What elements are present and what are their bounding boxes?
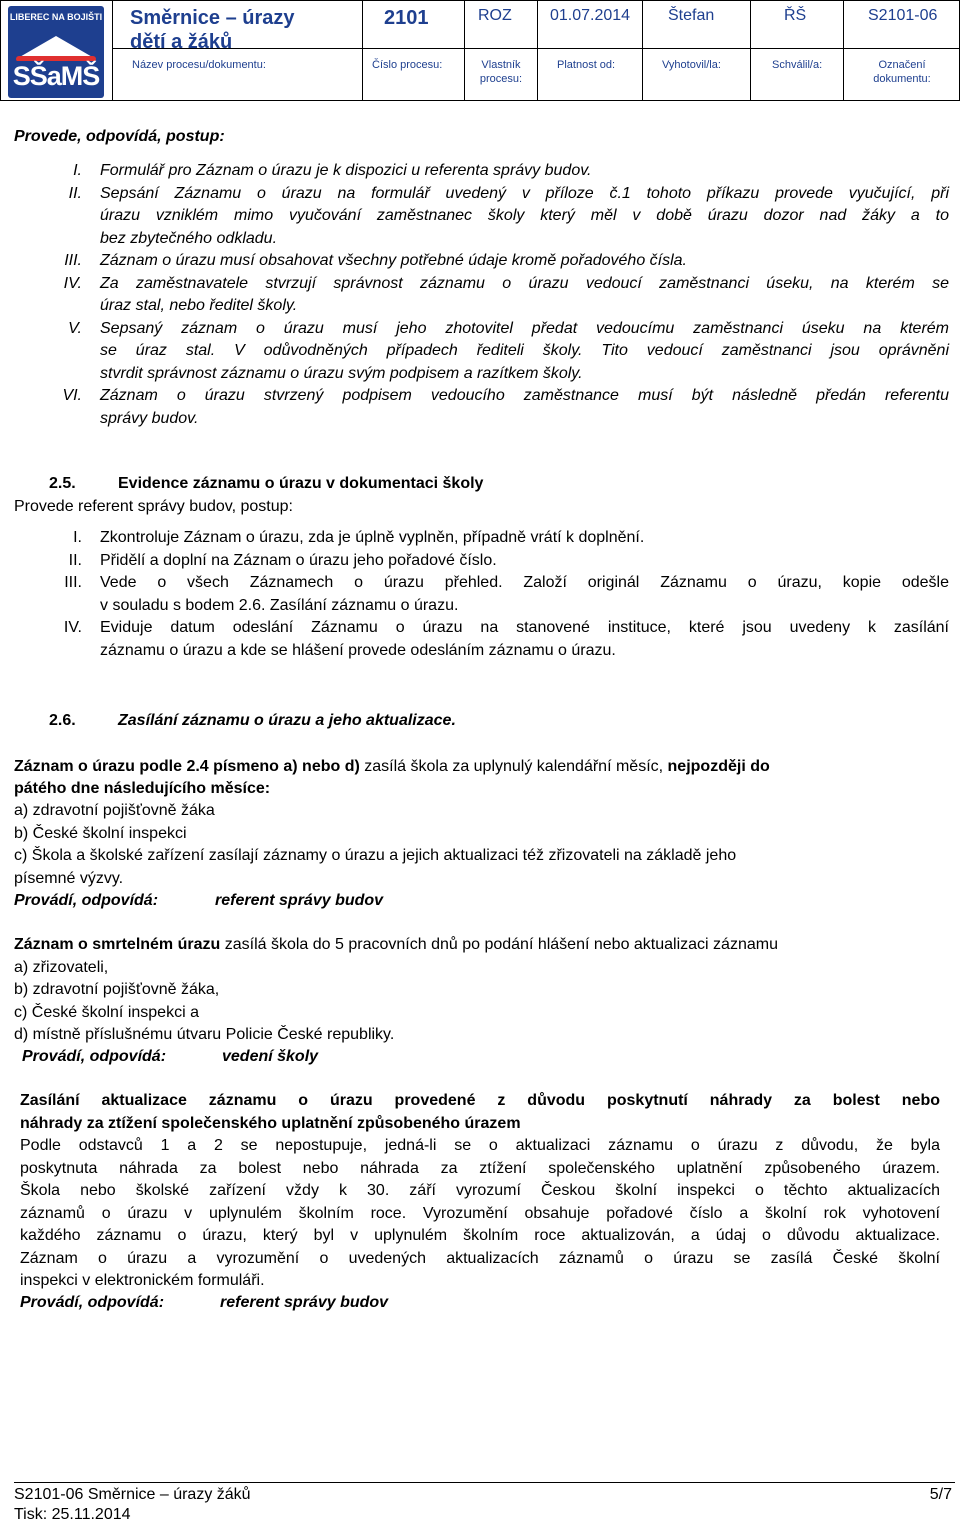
- header-divider: [537, 0, 538, 101]
- list-item-text: Záznam o úrazu stvrzený podpisem vedoucího zaměstnance musí být následně předán referentu: [100, 387, 949, 404]
- p2-item: b) zdravotní pojišťovně žáka,: [14, 981, 220, 998]
- section3-title: Zasílání záznamu o úrazu a jeho aktualizace.: [118, 712, 456, 729]
- list-item-text: záznamu o úrazu a kde se hlášení provede odesláním záznamu o úrazu.: [100, 641, 616, 659]
- p2-text: zasílá škola do 5 pracovních dnů po podání hlášení nebo aktualizaci záznamu: [220, 936, 778, 953]
- p2-bold-lead: Záznam o smrtelném úrazu: [14, 936, 221, 953]
- process-name-line2: dětí a žáků: [130, 31, 233, 53]
- section1-heading: Provede, odpovídá, postup:: [14, 128, 225, 145]
- p3-line: záznamů o úrazu v uplynulém školním roce. Vyrozumění obsahuje pořadové číslo a školní rok vyhotovení: [20, 1204, 940, 1222]
- header-divider: [112, 0, 113, 101]
- list-item-number: III.: [64, 252, 82, 269]
- header-top-border: [0, 0, 960, 1]
- document-mark: S2101-06: [868, 7, 938, 24]
- p1-second-line: pátého dne následujícího měsíce:: [14, 780, 271, 797]
- label-made-by: Vyhotovil/la:: [662, 59, 721, 71]
- p3-line: inspekci v elektronickém formuláři.: [20, 1272, 265, 1289]
- list-item-text: Přidělí a doplní na Záznam o úrazu jeho pořadové číslo.: [100, 551, 497, 569]
- list-item-number: IV.: [63, 619, 82, 636]
- list-item-text: v souladu s bodem 2.6. Zasílání záznamu o úrazu.: [100, 596, 459, 614]
- p3-responsible-value: referent správy budov: [220, 1294, 389, 1311]
- logo-top-text: LIBEREC NA BOJIŠTI: [9, 12, 103, 22]
- process-owner: ROZ: [478, 7, 512, 24]
- p2-item: c) České školní inspekci a: [14, 1004, 199, 1021]
- section3-number: 2.6.: [49, 712, 76, 729]
- list-item-number: V.: [68, 319, 82, 337]
- header-divider: [843, 0, 844, 101]
- section2-subheading: Provede referent správy budov, postup:: [14, 498, 293, 515]
- list-item-text: Sepsaný záznam o úrazu musí jeho zhotovitel předat vedoucímu zaměstnanci úseku na kterém: [100, 319, 949, 337]
- p2-item: d) místně příslušnému útvaru Policie České republiky.: [14, 1026, 395, 1043]
- logo-brand-text: SŠaMŠ: [12, 61, 100, 91]
- p3-line: poskytnuta náhrada za bolest nebo náhrada za ztížení společenského uplatnění způsobeného úrazem.: [20, 1159, 940, 1177]
- list-item-text: Sepsání Záznamu o úrazu na formulář uvedený v příloze č.1 tohoto příkazu provede vyučující, při: [100, 184, 949, 202]
- label-document-mark: [848, 58, 956, 86]
- p3-bold-line: náhrady za ztížení společenského uplatnění způsobeného úrazem: [20, 1114, 521, 1132]
- header-divider: [464, 0, 465, 101]
- footer-print-date: Tisk: 25.11.2014: [14, 1506, 131, 1523]
- list-item-number: II.: [68, 551, 82, 569]
- p2-responsible-value: vedení školy: [222, 1048, 319, 1065]
- p1-responsible-label: Provádí, odpovídá:: [14, 892, 159, 909]
- list-item-text: Eviduje datum odeslání Záznamu o úrazu na stanovené instituce, které jsou uvedeny k zasílání: [100, 619, 949, 636]
- p1-item: a) zdravotní pojišťovně žáka: [14, 802, 215, 819]
- p1-item: c) Škola a školské zařízení zasílají záznamy o úrazu a jejich aktualizaci též zřizovateli na základě jeho: [14, 847, 737, 864]
- document-header: [0, 0, 960, 101]
- header-divider: [362, 0, 363, 101]
- p1-responsible-value: referent správy budov: [215, 892, 384, 909]
- section2-number: 2.5.: [49, 475, 76, 492]
- label-owner-line1: Vlastník: [481, 59, 521, 71]
- list-item-text: Zkontroluje Záznam o úrazu, zda je úplně vyplněn, případně vrátí k doplnění.: [100, 529, 645, 546]
- footer-document: S2101-06 Směrnice – úrazy žáků: [14, 1486, 251, 1503]
- process-name: [130, 6, 360, 54]
- label-number: Číslo procesu:: [372, 59, 443, 71]
- p3-responsible-label: Provádí, odpovídá:: [20, 1294, 165, 1311]
- logo-roof-shape: [18, 36, 94, 58]
- list-item-text: Vede o všech Záznamech o úrazu přehled. Založí originál Záznamu o úrazu, kopie odešle: [100, 574, 949, 591]
- valid-from: 01.07.2014: [550, 7, 631, 24]
- list-item-number: II.: [68, 184, 82, 202]
- label-mark-line2: dokumentu:: [873, 73, 931, 85]
- footer-rule: [14, 1482, 955, 1483]
- label-owner-line2: procesu:: [479, 73, 523, 85]
- made-by: Štefan: [668, 7, 715, 24]
- label-name: Název procesu/dokumentu:: [132, 59, 266, 71]
- header-divider: [642, 0, 643, 101]
- p2-item: a) zřizovateli,: [14, 959, 109, 976]
- header-bottom-border: [0, 100, 960, 101]
- label-mark-line1: Označení: [878, 59, 926, 71]
- list-item-text: Formulář pro Záznam o úrazu je k dispozici u referenta správy budov.: [100, 162, 592, 179]
- p3-line: Škola nebo školské zařízení vždy k 30. září vyrozumí Českou školní inspekci o těchto aktualizacích: [20, 1182, 940, 1199]
- label-owner: [466, 58, 536, 86]
- list-item-number: I.: [73, 162, 82, 179]
- list-item-text: bez zbytečného odkladu.: [100, 229, 278, 247]
- list-item-text: Za zaměstnavatele stvrzují správnost záznamu o úrazu vedoucí zaměstnanci úseku, na kterém se: [100, 274, 949, 292]
- p1-text: zasílá škola za uplynulý kalendářní měsíc,: [359, 758, 668, 775]
- list-item-number: IV.: [63, 274, 82, 292]
- approved-by: ŘŠ: [784, 7, 807, 24]
- label-approved-by: Schválil/a:: [772, 59, 823, 71]
- list-item-number: III.: [64, 574, 82, 591]
- process-name-line1: Směrnice – úrazy: [130, 7, 295, 29]
- p1-bold-lead: Záznam o úrazu podle 2.4 písmeno a) nebo d): [14, 758, 360, 775]
- header-divider: [750, 0, 751, 101]
- p1-item: písemné výzvy.: [14, 870, 124, 887]
- list-item-text: se úraz stal. V odůvodněných případech řediteli školy. Tito vedoucí zaměstnanci jsou oprávněni: [100, 342, 949, 359]
- list-item-text: stvrdit správnost záznamu o úrazu svým podpisem a razítkem školy.: [100, 364, 583, 382]
- list-item-text: správy budov.: [100, 409, 199, 427]
- list-item-text: Záznam o úrazu musí obsahovat všechny potřebné údaje kromě pořadového čísla.: [100, 252, 687, 269]
- list-item-text: úrazu vzniklém mimo vyučování zaměstnanec školy který měl v době úrazu dozor nad žáky a to: [100, 207, 949, 224]
- list-item-number: I.: [73, 529, 82, 546]
- school-logo: [8, 6, 104, 98]
- p3-bold-line: Zasílání aktualizace záznamu o úrazu provedené z důvodu poskytnutí náhrady za bolest nebo: [20, 1092, 940, 1109]
- section2-title: Evidence záznamu o úrazu v dokumentaci školy: [118, 475, 484, 492]
- header-divider: [0, 0, 1, 101]
- list-item-text: úraz stal, nebo ředitel školy.: [100, 297, 298, 314]
- p3-line: Záznam o úrazu a vyrozumění o uvedených aktualizacích záznamů o úrazu se zasílá České školní: [20, 1249, 940, 1267]
- p1-item: b) České školní inspekci: [14, 825, 187, 842]
- process-number: 2101: [384, 7, 429, 29]
- p2-first-line: [14, 935, 778, 955]
- p3-line: každého záznamu o úrazu, který byl v uplynulém školním roce aktualizován, a údaj o důvodu aktualizace.: [20, 1227, 940, 1244]
- label-valid-from: Platnost od:: [557, 59, 616, 71]
- footer-page-number: 5/7: [929, 1486, 952, 1503]
- list-item-number: VI.: [62, 387, 82, 404]
- p2-responsible-label: Provádí, odpovídá:: [22, 1048, 167, 1065]
- p1-first-line: [14, 757, 770, 777]
- p1-bold-deadline: nejpozději do: [667, 758, 770, 775]
- p3-line: Podle odstavců 1 a 2 se nepostupuje, jedná-li se o aktualizaci záznamu o úrazu z důvodu, že byla: [20, 1137, 940, 1154]
